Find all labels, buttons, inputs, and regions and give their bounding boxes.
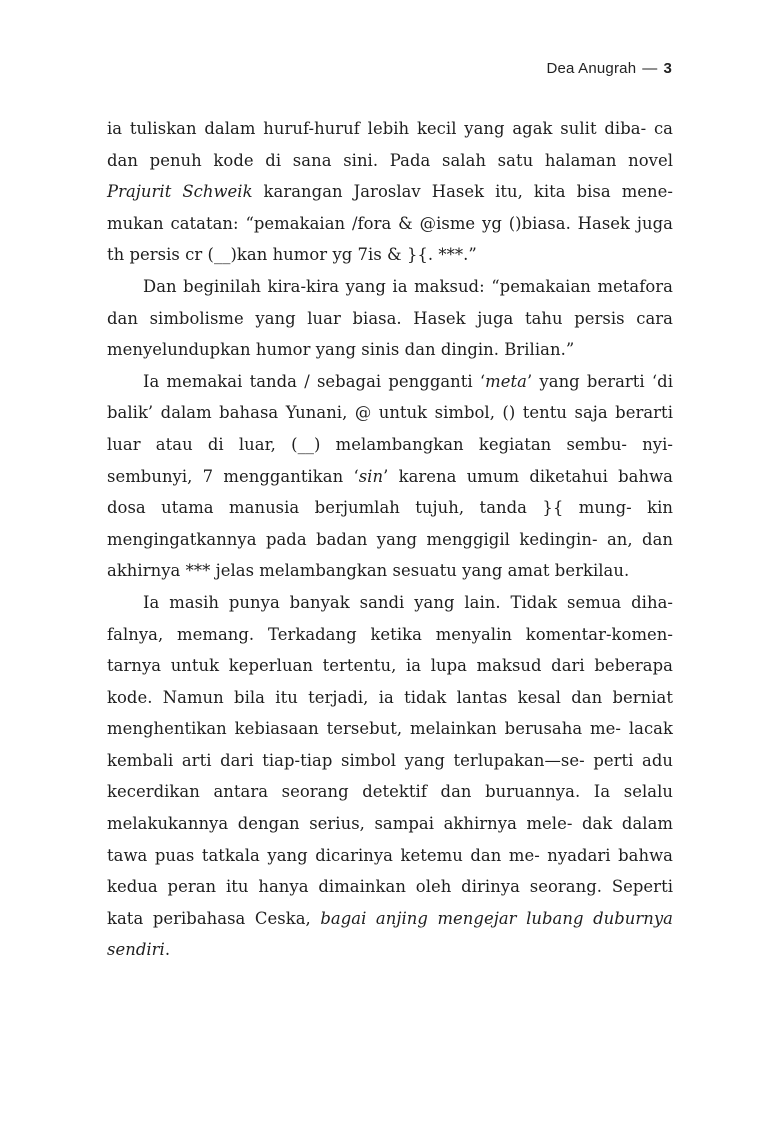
paragraph-4-text-a: Ia masih punya banyak sandi yang lain. Tidak semua diha- falnya, memang. Terkadang ketika menyalin komentar-komen- tarnya untuk keperluan tertentu, ia lupa maksud dari beberapa kode. Namun bila itu terjadi, ia tidak lantas kesal dan berniat menghentikan kebiasaan tersebut, melainkan berusaha me- lacak kembali arti dari tiap-tiap simbol yang terlupakan—se- perti adu kecerdikan antara seorang detektif dan buruannya. Ia selalu melakukannya dengan serius, sampai akhirnya mele- dak dalam tawa puas tatkala yang dicarinya ketemu dan me- nyadari bahwa kedua peran itu hanya dimainkan oleh dirinya seorang. Seperti kata peribahasa Ceska, — [107, 592, 673, 928]
paragraph-3 — [107, 366, 673, 587]
proverb: bagai anjing mengejar lubang duburnya sendiri — [107, 908, 673, 960]
paragraph-4-text-b: . — [164, 940, 171, 960]
paragraph-4 — [107, 587, 673, 966]
page-number: 3 — [663, 60, 672, 77]
paragraph-2-text: Dan beginilah kira-kira yang ia maksud: “pemakaian metafora dan simbolisme yang luar biasa. Hasek juga tahu persis cara menyelundupkan humor yang sinis dan dingin. Brilian.” — [107, 276, 673, 360]
paragraph-3-text-a: Ia memakai tanda / sebagai pengganti ‘ — [143, 371, 486, 391]
author-name: Dea Anugrah — [546, 60, 637, 77]
paragraph-1-text-a: ia tuliskan dalam huruf-huruf lebih kecil yang agak sulit diba- ca dan penuh kode di sana sini. Pada salah satu halaman novel — [107, 119, 673, 170]
term-meta: meta — [485, 371, 527, 391]
paragraph-1 — [107, 113, 673, 271]
paragraph-2 — [107, 271, 673, 366]
paragraph-1-text-b: karangan Jaroslav Hasek itu, kita bisa mene- mukan catatan: “pemakaian /fora & @isme yg ()biasa. Hasek juga th persis cr (__)kan humor yg 7is & }{. ***.” — [107, 182, 673, 265]
paragraph-3-text-b: ’ yang berarti ‘di balik’ dalam bahasa Yunani, @ untuk simbol, () tentu saja berarti luar atau di luar, (__) melambangkan kegiatan sembu- nyi-sembunyi, 7 menggantikan ‘ — [107, 371, 673, 486]
body-text — [107, 113, 673, 966]
header-separator: — — [642, 60, 658, 77]
running-header — [546, 60, 672, 77]
book-title: Prajurit Schweik — [107, 182, 253, 202]
paragraph-3-text-c: ’ karena umum diketahui bahwa dosa utama manusia berjumlah tujuh, tanda }{ mung- kin mengingatkannya pada badan yang menggigil kedingin- an, dan akhirnya *** jelas melambangkan sesuatu yang amat berkilau. — [107, 466, 673, 581]
term-sin: sin — [358, 466, 384, 486]
